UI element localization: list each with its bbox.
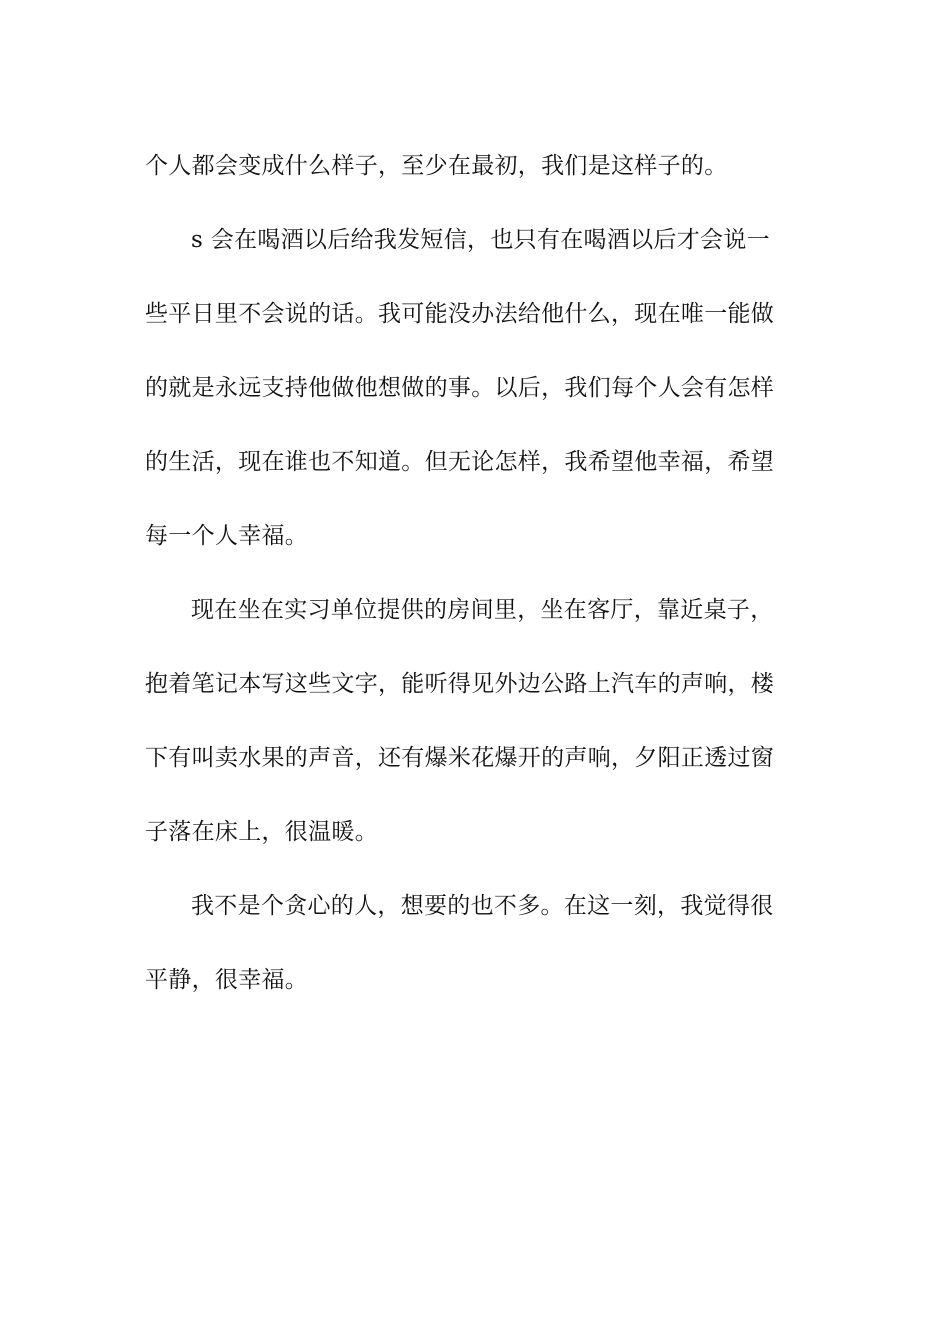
paragraph-2 <box>145 203 805 573</box>
text-line: 子落在床上，很温暖。 <box>145 819 378 845</box>
text-line: 平静，很幸福。 <box>145 967 309 993</box>
text-line: 下有叫卖水果的声音，还有爆米花爆开的声响，夕阳正透过窗 <box>145 745 775 771</box>
text-line: 的生活，现在谁也不知道。但无论怎样，我希望他幸福，希望 <box>145 449 775 475</box>
paragraph-1 <box>145 129 805 203</box>
text-line: 现在坐在实习单位提供的房间里，坐在客厅，靠近桌子， <box>191 597 774 623</box>
paragraph-3 <box>145 573 805 869</box>
text-line: 些平日里不会说的话。我可能没办法给他什么，现在唯一能做 <box>145 301 775 327</box>
text-line: 抱着笔记本写这些文字，能听得见外边公路上汽车的声响，楼 <box>145 671 775 697</box>
text-line: 我不是个贪心的人，想要的也不多。在这一刻，我觉得很 <box>191 893 774 919</box>
body-text <box>145 129 805 1017</box>
paragraph-4 <box>145 869 805 1017</box>
text-line: 每一个人幸福。 <box>145 523 309 549</box>
text-line: 的就是永远支持他做他想做的事。以后，我们每个人会有怎样 <box>145 375 775 401</box>
text-line: s 会在喝酒以后给我发短信，也只有在喝酒以后才会说一 <box>191 227 770 253</box>
text-line: 个人都会变成什么样子，至少在最初，我们是这样子的。 <box>145 153 728 179</box>
